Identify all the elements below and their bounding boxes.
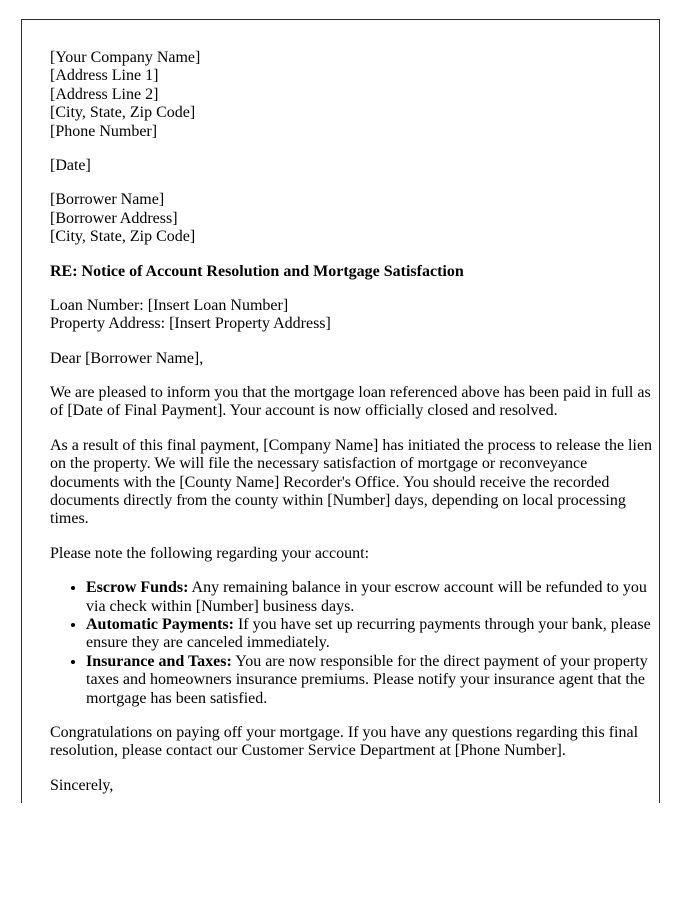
sender-company-line: [Your Company Name] xyxy=(50,49,201,66)
salutation: Dear [Borrower Name], xyxy=(50,349,204,367)
sign-off: Sincerely, xyxy=(50,776,114,794)
bullet-text-escrow-funds: Any remaining balance in your escrow account will be refunded to you via check within [Number] business days. xyxy=(86,579,647,615)
recipient-address-line: [Borrower Address] xyxy=(50,209,178,227)
body-paragraph-lien-release: As a result of this final payment, [Company Name] has initiated the process to release the lien on the property. We will file the necessary satisfaction of mortgage or reconveyance documents with the [County Name] Recorder's Office. You should receive the recorded documents directly from the county within [Number] days, depending on local processing times. xyxy=(50,436,653,528)
body-paragraph-payment-confirmation: We are pleased to inform you that the mortgage loan referenced above has been paid in full as of [Date of Final Payment]. Your account is now officially closed and resolved. xyxy=(50,384,651,420)
recipient-address-block xyxy=(50,191,658,246)
bullet-text-automatic-payments: If you have set up recurring payments through your bank, please ensure they are canceled immediately. xyxy=(86,615,651,652)
sender-address-line-1: [Address Line 1] xyxy=(50,67,159,85)
account-notes-list xyxy=(50,579,658,708)
list-item-escrow-funds xyxy=(86,579,658,616)
bullet-label-escrow-funds: Escrow Funds: xyxy=(86,579,189,597)
list-item-automatic-payments xyxy=(86,616,658,653)
closing-paragraph: Congratulations on paying off your mortgage. If you have any questions regarding this final resolution, please contact our Customer Service Department at [Phone Number]. xyxy=(50,723,639,760)
date-line: [Date] xyxy=(50,156,91,174)
bullet-label-insurance-and-taxes: Insurance and Taxes: xyxy=(86,652,232,670)
sender-address-block xyxy=(50,49,658,141)
letter-page xyxy=(21,19,660,803)
property-address-line: Property Address: [Insert Property Address] xyxy=(50,315,331,333)
sender-address-line-2: [Address Line 2] xyxy=(50,85,159,103)
sender-city-state-zip-line: [City, State, Zip Code] xyxy=(50,104,196,122)
recipient-name-line: [Borrower Name] xyxy=(50,191,165,209)
recipient-city-state-zip-line: [City, State, Zip Code] xyxy=(50,228,196,246)
subject-line: RE: Notice of Account Resolution and Mortgage Satisfaction xyxy=(50,262,464,280)
bullet-label-automatic-payments: Automatic Payments: xyxy=(86,615,234,633)
loan-number-line: Loan Number: [Insert Loan Number] xyxy=(50,296,289,314)
list-intro: Please note the following regarding your account: xyxy=(50,544,370,562)
sender-phone-line: [Phone Number] xyxy=(50,122,158,140)
list-item-insurance-and-taxes xyxy=(86,653,658,708)
loan-reference-block xyxy=(50,297,658,334)
bullet-text-insurance-and-taxes: You are now responsible for the direct payment of your property taxes and homeowners insurance premiums. Please notify your insurance agent that the mortgage has been satisfied. xyxy=(86,652,648,707)
